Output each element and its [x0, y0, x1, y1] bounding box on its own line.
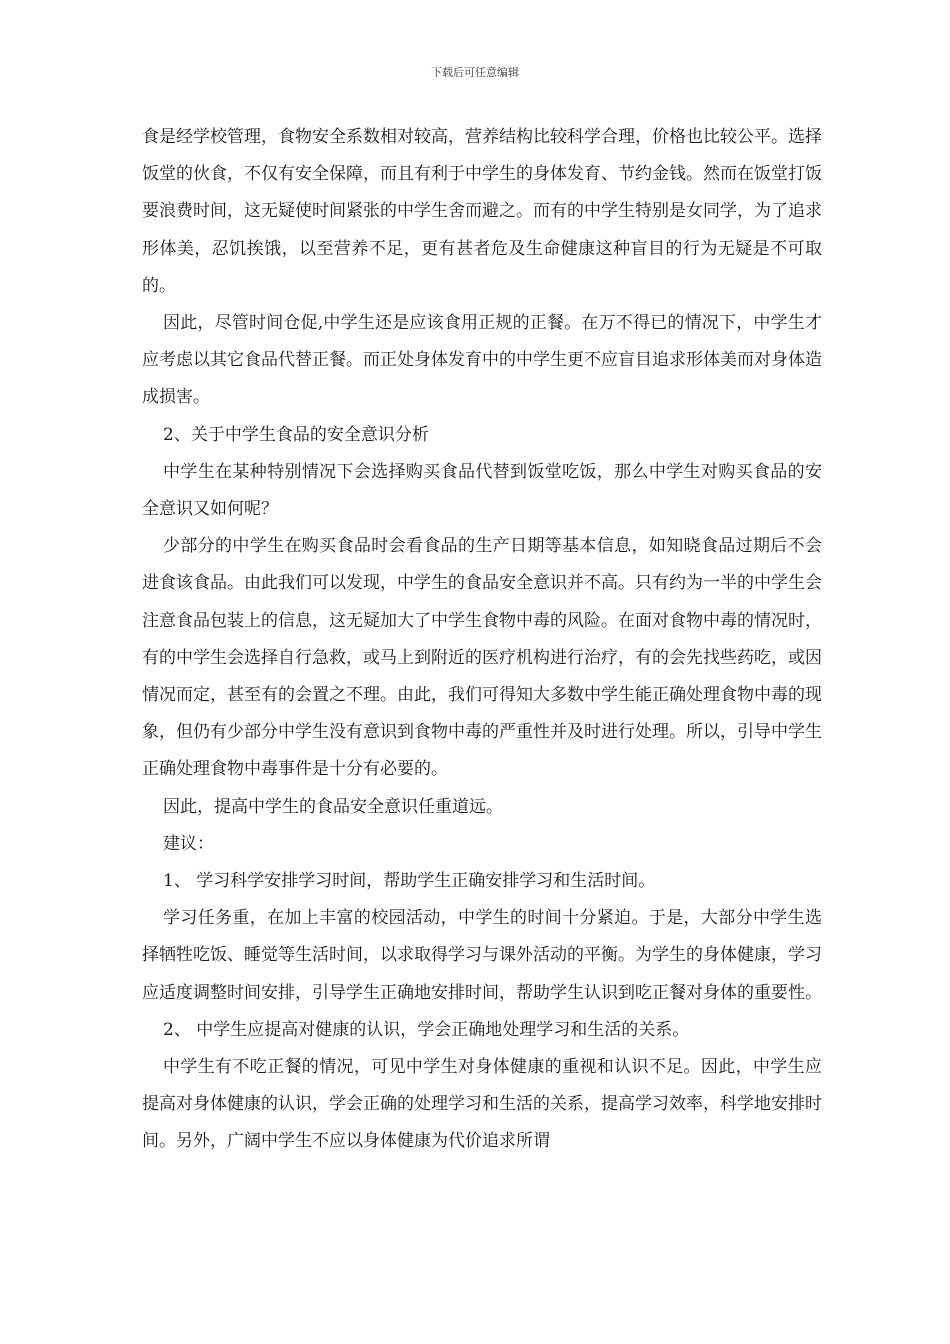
paragraph-purchase-question: 中学生在某种特别情况下会选择购买食品代替到饭堂吃饭，那么中学生对购买食品的安全意识又如何呢？ — [142, 461, 822, 520]
suggestion-2-body: 中学生有不吃正餐的情况，可见中学生对身体健康的重视和认识不足。因此，中学生应提高对身体健康的认识，学会正确的处理学习和生活的关系，提高学习效率，科学地安排时间。另外，广阔中学生不应以身体健康为代价追求所谓 — [142, 1057, 822, 1152]
paragraph-canteen-food: 食是经学校管理，食物安全系数相对较高，营养结构比较科学合理，价格也比较公平。选择饭堂的伙食，不仅有安全保障，而且有利于中学生的身体发育、节约金钱。然而在饭堂打饭要浪费时间，这无疑使时间紧张的中学生舍而避之。而有的中学生特别是女同学，为了追求形体美，忍饥挨饿，以至营养不足，更有甚者危及生命健康这种盲目的行为无疑是不可取的。 — [142, 127, 822, 296]
paragraph-regular-meals: 因此，尽管时间仓促,中学生还是应该食用正规的正餐。在万不得已的情况下，中学生才应考虑以其它食品代替正餐。而正处身体发育中的中学生更不应盲目追求形体美而对身体造成损害。 — [142, 313, 822, 408]
suggestions-heading: 建议： — [163, 833, 214, 854]
suggestion-1-heading: 1、 学习科学安排学习时间，帮助学生正确安排学习和生活时间。 — [163, 871, 656, 892]
suggestion-1-body: 学习任务重，在加上丰富的校园活动，中学生的时间十分紧迫。于是，大部分中学生选择牺牲吃饭、睡觉等生活时间，以求取得学习与课外活动的平衡。为学生的身体健康，学习应适度调整时间安排，引导学生正确地安排时间，帮助学生认识到吃正餐对身体的重要性。 — [142, 908, 822, 1003]
document-body — [142, 119, 822, 1161]
page-header: 下载后可任意编辑 — [431, 66, 519, 79]
paragraph-safety-analysis: 少部分的中学生在购买食品时会看食品的生产日期等基本信息，如知晓食品过期后不会进食该食品。由此我们可以发现，中学生的食品安全意识并不高。只有约为一半的中学生会注意食品包装上的信息，这无疑加大了中学生食物中毒的风险。在面对食物中毒的情况时，有的中学生会选择自行急救，或马上到附近的医疗机构进行治疗，有的会先找些药吃，或因情况而定，甚至有的会置之不理。由此，我们可得知大多数中学生能正确处理食物中毒的现象，但仍有少部分中学生没有意识到食物中毒的严重性并及时进行处理。所以，引导中学生正确处理食物中毒事件是十分有必要的。 — [142, 536, 822, 780]
suggestion-2-heading: 2、 中学生应提高对健康的认识，学会正确地处理学习和生活的关系。 — [163, 1019, 690, 1040]
paragraph-conclusion: 因此，提高中学生的食品安全意识任重道远。 — [163, 796, 503, 817]
section-heading-safety-awareness: 2、关于中学生食品的安全意识分析 — [163, 424, 429, 445]
